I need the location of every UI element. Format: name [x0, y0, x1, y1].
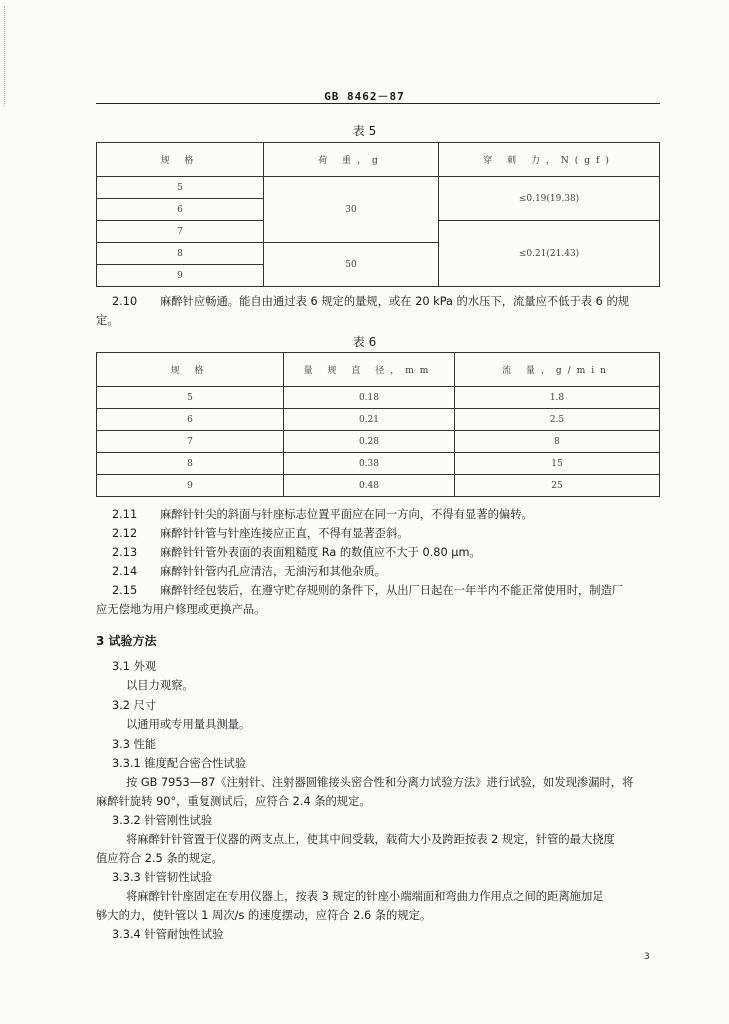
table6-cell: 1.8	[455, 387, 660, 409]
table5-cell-force: ≤0.21(21.43)	[439, 221, 660, 287]
subsection-3-2: 3.2 尺寸	[112, 699, 157, 712]
table5-cell-force: ≤0.19(19.38)	[439, 177, 660, 221]
header-rule	[96, 103, 660, 104]
table5-header-force: 穿 刺 力，N(gf)	[439, 143, 660, 177]
section-3-title: 3 试验方法	[96, 634, 157, 648]
page-header: GB 8462－87	[324, 90, 405, 103]
table5-cell-spec: 8	[97, 243, 264, 265]
item-2-15-cont: 应无偿地为用户修理或更换产品。	[96, 603, 266, 616]
subsection-3-3-3: 3.3.3 针管韧性试验	[112, 871, 213, 884]
table6-cell: 8	[455, 431, 660, 453]
table5-cell-load: 30	[264, 177, 439, 243]
table5-cell-spec: 5	[97, 177, 264, 199]
table6-cell: 0.18	[284, 387, 455, 409]
table5-cell-spec: 6	[97, 199, 264, 221]
subsection-3-3: 3.3 性能	[112, 738, 157, 751]
subsection-3-3-1: 3.3.1 锥度配合密合性试验	[112, 757, 247, 770]
table6-cell: 9	[97, 475, 284, 497]
table6-caption: 表 6	[352, 335, 377, 349]
subsection-3-3-2-line2: 值应符合 2.5 条的规定。	[96, 852, 223, 865]
subsection-3-3-1-line1: 按 GB 7953—87《注射针、注射器圆锥接头密合性和分离力试验方法》进行试验，如发现渗漏时，将	[126, 776, 634, 789]
table6-cell: 6	[97, 409, 284, 431]
item-text: 麻醉针经包装后，在遵守贮存规则的条件下，从出厂日起在一年半内不能正常使用时，制造厂	[160, 584, 624, 597]
item-number: 2.12	[112, 527, 138, 540]
table5-cell-spec: 9	[97, 265, 264, 287]
item-2-15	[112, 583, 623, 599]
page-number: 3	[644, 952, 650, 962]
table6-cell: 0.38	[284, 453, 455, 475]
table6-cell: 5	[97, 387, 284, 409]
table6-cell: 25	[455, 475, 660, 497]
table6-header-flow: 流 量，g/min	[455, 353, 660, 387]
subsection-3-2-text: 以通用或专用量具测量。	[126, 718, 251, 731]
item-2-12	[112, 526, 409, 542]
table5-cell-spec: 7	[97, 221, 264, 243]
table6-cell: 0.48	[284, 475, 455, 497]
subsection-3-3-4: 3.3.4 针管耐蚀性试验	[112, 928, 224, 941]
item-2-11	[112, 507, 533, 523]
subsection-3-1-text: 以目力观察。	[126, 679, 194, 692]
item-text: 麻醉针针管内孔应清洁，无油污和其他杂质。	[160, 565, 386, 578]
subsection-3-1: 3.1 外观	[112, 660, 157, 673]
table6-cell: 2.5	[455, 409, 660, 431]
table6-cell: 7	[97, 431, 284, 453]
table6	[96, 352, 660, 497]
table6-header-spec: 规 格	[97, 353, 284, 387]
table6-cell: 15	[455, 453, 660, 475]
table6-cell: 8	[97, 453, 284, 475]
table5	[96, 142, 660, 287]
item-2-14	[112, 564, 386, 580]
table5-header-load: 荷 重，g	[264, 143, 439, 177]
table6-cell: 0.21	[284, 409, 455, 431]
para-2-10-line1	[112, 294, 629, 310]
para-text: 麻醉针应畅通。能自由通过表 6 规定的量规，或在 20 kPa 的水压下，流量应不低于表 6 的规	[160, 295, 630, 308]
table6-cell: 0.28	[284, 431, 455, 453]
item-number: 2.15	[112, 584, 138, 597]
table6-header-gauge: 量 规 直 径，mm	[284, 353, 455, 387]
subsection-3-3-2: 3.3.2 针管刚性试验	[112, 814, 213, 827]
subsection-3-3-3-line2: 够大的力，使针管以 1 周次/s 的速度摆动，应符合 2.6 条的规定。	[96, 909, 432, 922]
para-2-10-line2: 定。	[96, 314, 119, 327]
subsection-3-3-3-line1: 将麻醉针针座固定在专用仪器上，按表 3 规定的针座小端端面和弯曲力作用点之间的距离施加足	[126, 890, 604, 903]
subsection-3-3-1-line2: 麻醉针旋转 90°，重复测试后，应符合 2.4 条的规定。	[96, 795, 371, 808]
item-text: 麻醉针针管与针座连接应正直，不得有显著歪斜。	[160, 527, 409, 540]
table5-header-spec: 规 格	[97, 143, 264, 177]
item-2-13	[112, 545, 481, 561]
item-number: 2.11	[112, 508, 138, 521]
item-number: 2.13	[112, 546, 138, 559]
item-number: 2.14	[112, 565, 138, 578]
para-number: 2.10	[112, 295, 138, 308]
item-text: 麻醉针针尖的斜面与针座标志位置平面应在同一方向，不得有显著的偏转。	[160, 508, 533, 521]
subsection-3-3-2-line1: 将麻醉针针管置于仪器的两支点上，使其中间受载，载荷大小及跨距按表 2 规定，针管的最大挠度	[126, 833, 615, 846]
table5-cell-load: 50	[264, 243, 439, 287]
item-text: 麻醉针针管外表面的表面粗糙度 Ra 的数值应不大于 0.80 μm。	[160, 546, 481, 559]
table5-caption: 表 5	[352, 124, 377, 138]
